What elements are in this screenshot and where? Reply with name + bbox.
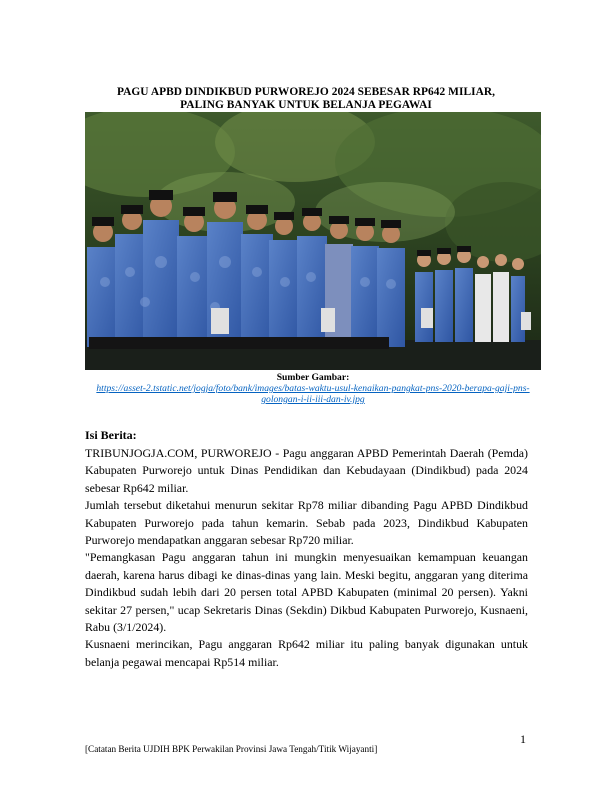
source-link[interactable]: https://asset-2.tstatic.net/jogja/foto/bank/images/batas-waktu-usul-kenaikan-pangkat-pns-2020-berapa-gaji-pns-golongan-i-ii-iii-dan-iv.jpg xyxy=(96,383,530,405)
document-title xyxy=(60,86,552,112)
title-line-2: PALING BANYAK UNTUK BELANJA PEGAWAI xyxy=(180,99,432,111)
paragraph: Jumlah tersebut diketahui menurun sekitar Rp78 miliar dibanding Pagu APBD Dindikbud Kabupaten Purworejo pada tahun kemarin. Sebab pada 2023, Dindikbud Kabupaten Purworejo mendapatkan anggaran sebesar Rp720 miliar. xyxy=(85,498,528,548)
page-number: 1 xyxy=(520,732,526,746)
title-line-1: PAGU APBD DINDIKBUD PURWOREJO 2024 SEBESAR RP642 MILIAR, xyxy=(116,86,496,98)
footer-note: [Catatan Berita UJDIH BPK Perwakilan Provinsi Jawa Tengah/Titik Wijayanti] xyxy=(85,744,378,754)
caption-label: Sumber Gambar: xyxy=(276,372,350,383)
section-heading: Isi Berita: xyxy=(85,428,137,442)
image-caption xyxy=(85,372,541,405)
news-photo xyxy=(85,112,541,370)
article-body xyxy=(85,445,528,671)
paragraph: Kusnaeni merincikan, Pagu anggaran Rp642 miliar itu paling banyak digunakan untuk belanja pegawai mencapai Rp514 miliar. xyxy=(85,637,528,669)
paragraph: "Pemangkasan Pagu anggaran tahun ini mungkin menyesuaikan kemampuan keuangan daerah, karena harus dibagi ke dinas-dinas yang lain. Meski begitu, anggaran yang diterima Dindikbud sudah lebih dari 20 persen total APBD Kabupaten (minimal 20 persen). Yakni sekitar 27 persen," ucap Sekretaris Dinas (Sekdin) Dikbud Kabupaten Purworejo, Kusnaeni, Rabu (3/1/2024). xyxy=(85,550,528,635)
paragraph: TRIBUNJOGJA.COM, PURWOREJO - Pagu anggaran APBD Pemerintah Daerah (Pemda) Kabupaten Purworejo untuk Dinas Pendidikan dan Kebudayaan (Dindikbud) pada 2024 sebesar Rp642 miliar. xyxy=(85,446,528,495)
